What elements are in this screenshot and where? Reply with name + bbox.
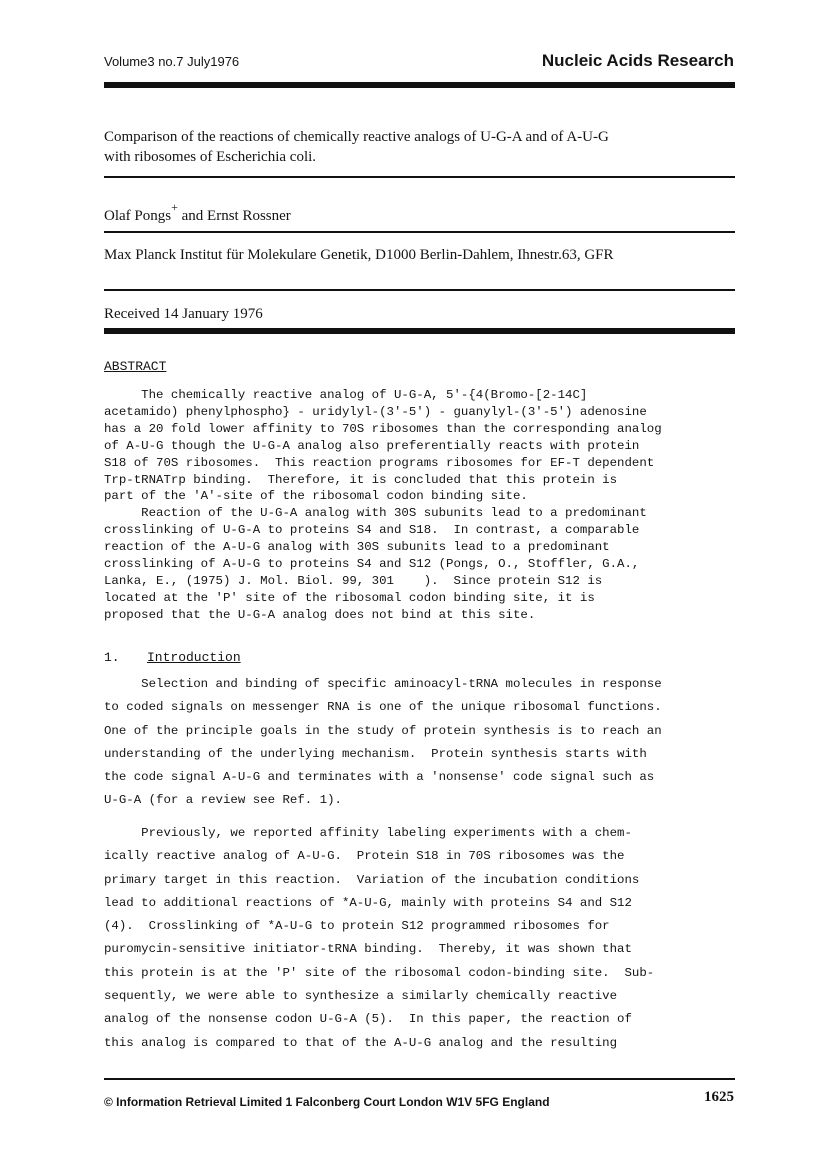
text-line: sequently, we were able to synthesize a similarly chemically reactive xyxy=(104,989,618,1004)
abstract-line: located at the 'P' site of the ribosomal codon binding site, it is xyxy=(104,590,595,605)
received-date: Received 14 January 1976 xyxy=(104,306,263,322)
page-number: 1625 xyxy=(704,1089,734,1105)
text-line: ically reactive analog of A-U-G. Protein S18 in 70S ribosomes was the xyxy=(104,849,625,864)
abstract-line: Lanka, E., (1975) J. Mol. Biol. 99, 301 ). Since protein S12 is xyxy=(104,573,603,588)
text-line: One of the principle goals in the study of protein synthesis is to reach an xyxy=(104,723,662,738)
text-line: Previously, we reported affinity labeling experiments with a chem- xyxy=(104,826,632,840)
article-title xyxy=(104,127,744,167)
abstract-line: has a 20 fold lower affinity to 70S ribosomes than the corresponding analog xyxy=(104,421,662,436)
abstract-line: acetamido) phenylphospho} - uridylyl-(3'-5') - guanylyl-(3'-5') adenosine xyxy=(104,404,647,419)
author-name: and Ernst Rossner xyxy=(177,208,291,224)
abstract-line: The chemically reactive analog of U-G-A, 5'-{4(Bromo-[2-14C] xyxy=(104,388,588,402)
abstract-line: of A-U-G though the U-G-A analog also preferentially reacts with protein xyxy=(104,438,640,453)
intro-paragraph-2 xyxy=(104,822,744,1055)
author-footnote-mark: + xyxy=(171,200,178,214)
affiliation-rule xyxy=(104,289,735,291)
abstract-heading: ABSTRACT xyxy=(104,359,167,374)
title-line: Comparison of the reactions of chemically reactive analogs of U-G-A and of A-U-G xyxy=(104,129,609,145)
section-heading xyxy=(104,650,241,665)
abstract-line: Trp-tRNATrp binding. Therefore, it is concluded that this protein is xyxy=(104,472,618,487)
text-line: analog of the nonsense codon U-G-A (5). In this paper, the reaction of xyxy=(104,1012,632,1027)
title-rule xyxy=(104,176,735,178)
abstract-line: part of the 'A'-site of the ribosomal codon binding site. xyxy=(104,489,528,504)
text-line: to coded signals on messenger RNA is one of the unique ribosomal functions. xyxy=(104,700,662,715)
text-line: (4). Crosslinking of *A-U-G to protein S12 programmed ribosomes for xyxy=(104,919,610,934)
authors xyxy=(104,200,291,225)
text-line: lead to additional reactions of *A-U-G, mainly with proteins S4 and S12 xyxy=(104,895,632,910)
text-line: this analog is compared to that of the A-U-G analog and the resulting xyxy=(104,1035,618,1050)
abstract-line: crosslinking of A-U-G to proteins S4 and S12 (Pongs, O., Stoffler, G.A., xyxy=(104,557,640,572)
abstract-line: proposed that the U-G-A analog does not bind at this site. xyxy=(104,607,536,622)
received-rule xyxy=(104,328,735,334)
section-number: 1. xyxy=(104,650,120,665)
text-line: the code signal A-U-G and terminates with a 'nonsense' code signal such as xyxy=(104,770,655,785)
abstract-line: Reaction of the U-G-A analog with 30S subunits lead to a predominant xyxy=(104,506,647,521)
section-title: Introduction xyxy=(147,650,241,665)
text-line: U-G-A (for a review see Ref. 1). xyxy=(104,793,342,808)
journal-name: Nucleic Acids Research xyxy=(541,51,734,70)
text-line: primary target in this reaction. Variation of the incubation conditions xyxy=(104,872,640,887)
abstract-line: crosslinking of U-G-A to proteins S4 and S18. In contrast, a comparable xyxy=(104,523,640,538)
text-line: puromycin-sensitive initiator-tRNA binding. Thereby, it was shown that xyxy=(104,942,632,957)
abstract-line: S18 of 70S ribosomes. This reaction programs ribosomes for EF-T dependent xyxy=(104,455,655,470)
abstract-line: reaction of the A-U-G analog with 30S subunits lead to a predominant xyxy=(104,540,610,555)
footer-rule xyxy=(104,1078,735,1080)
text-line: this protein is at the 'P' site of the ribosomal codon-binding site. Sub- xyxy=(104,965,655,980)
author-name: Olaf Pongs xyxy=(104,208,172,224)
header-rule xyxy=(104,82,735,88)
affiliation: Max Planck Institut für Molekulare Genetik, D1000 Berlin-Dahlem, Ihnestr.63, GFR xyxy=(104,247,614,263)
title-line: with ribosomes of Escherichia coli. xyxy=(104,149,317,165)
authors-rule xyxy=(104,231,735,233)
text-line: understanding of the underlying mechanism. Protein synthesis starts with xyxy=(104,746,647,761)
volume-info: Volume3 no.7 July1976 xyxy=(104,54,240,69)
abstract-body xyxy=(104,387,744,624)
copyright-notice: © Information Retrieval Limited 1 Falconberg Court London W1V 5FG England xyxy=(104,1095,550,1109)
text-line: Selection and binding of specific aminoacyl-tRNA molecules in response xyxy=(104,677,662,691)
intro-paragraph-1 xyxy=(104,673,744,813)
